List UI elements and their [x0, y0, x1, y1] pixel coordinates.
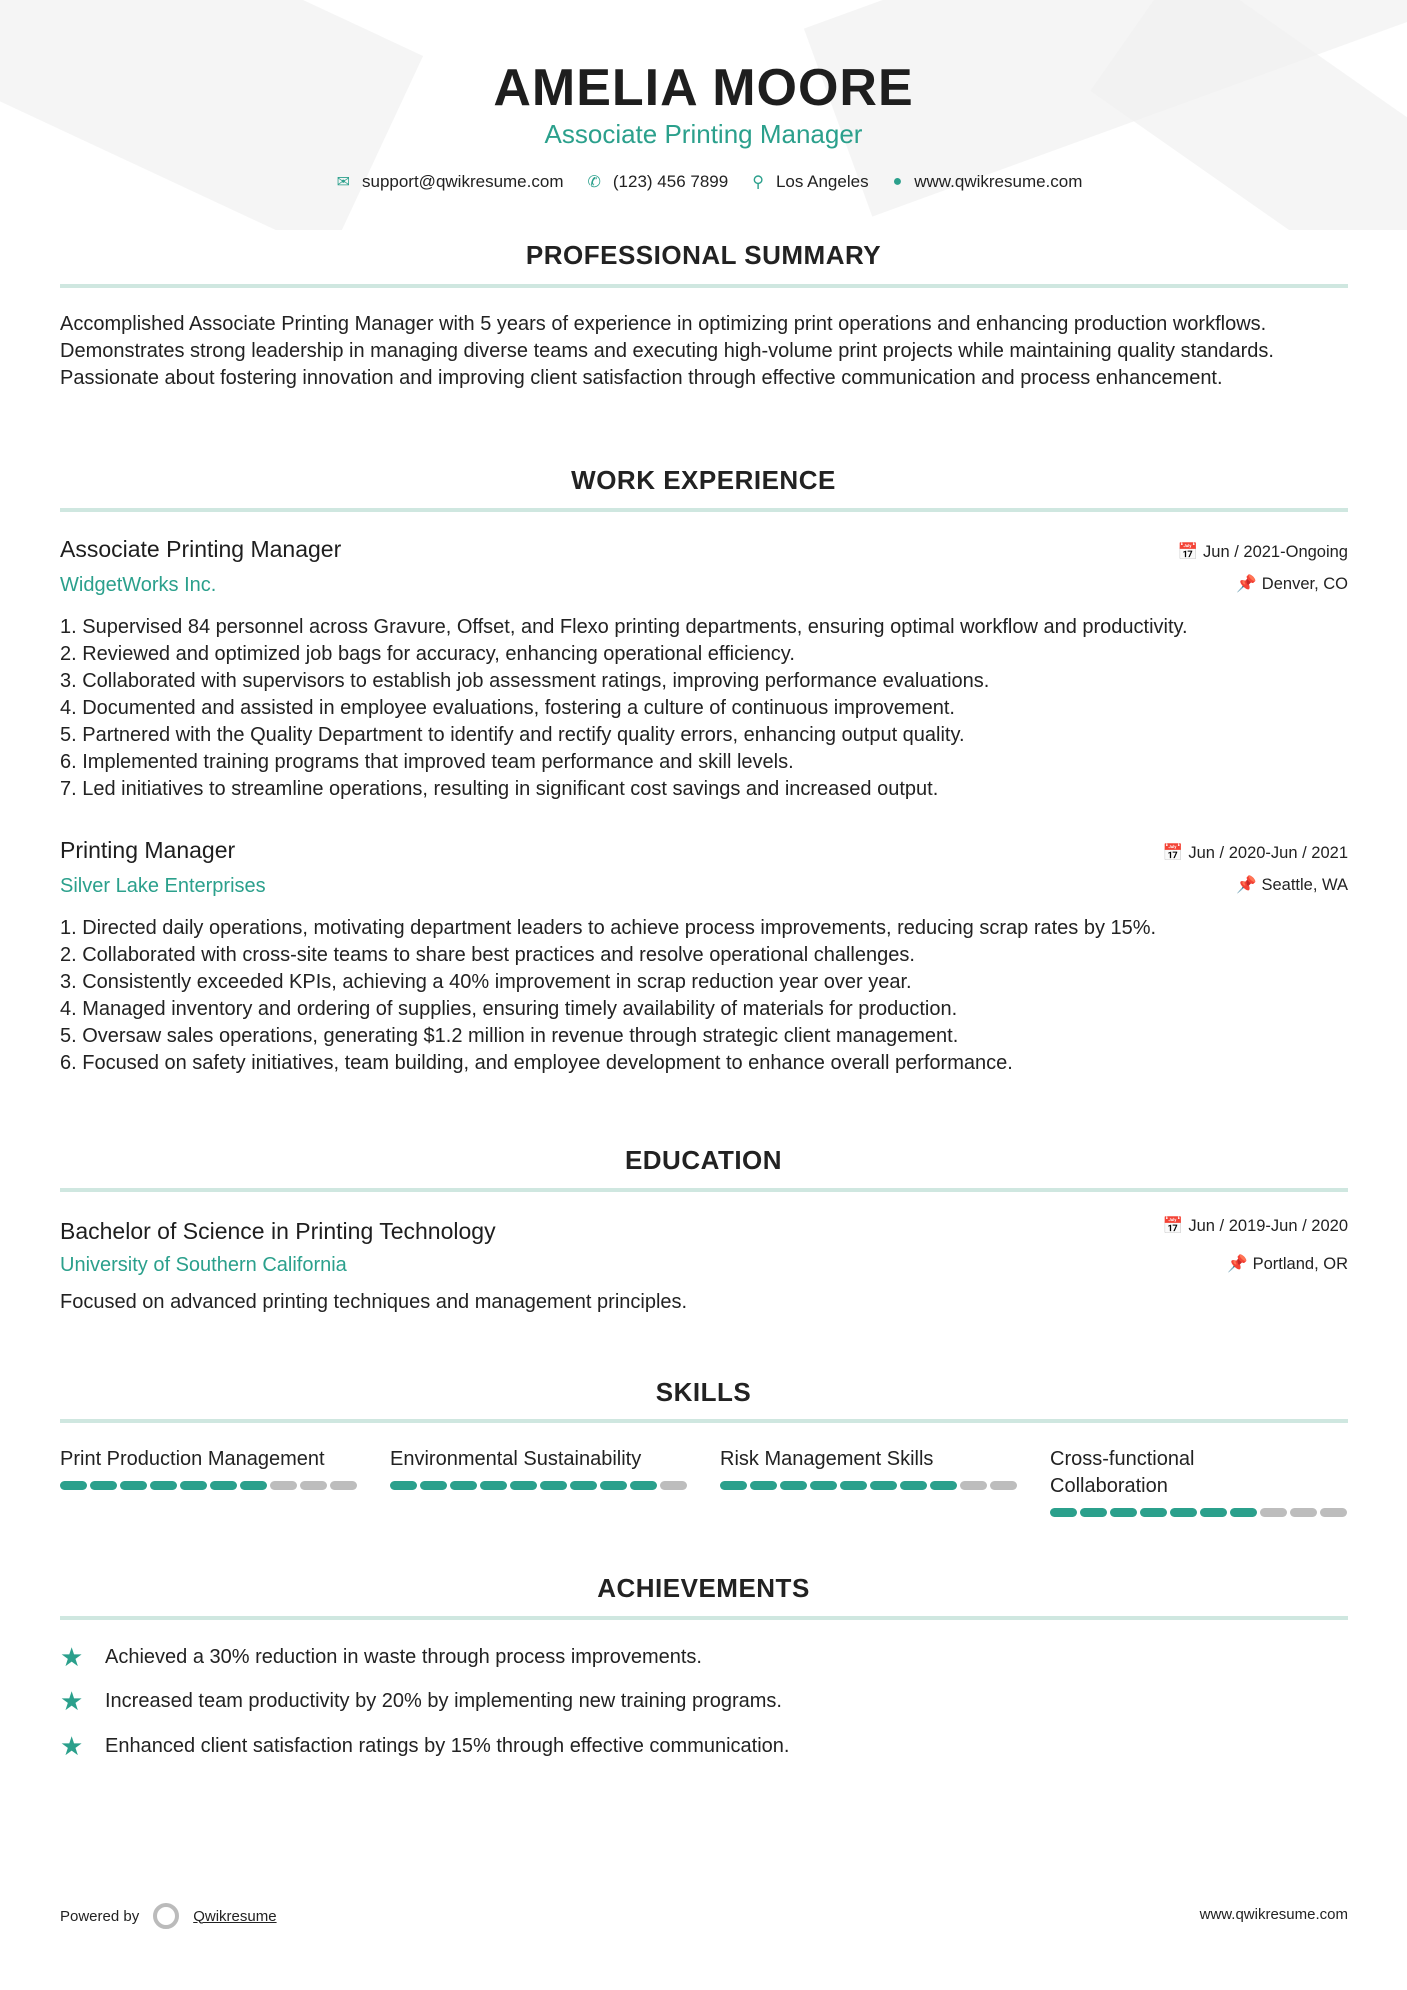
job-location — [1236, 575, 1348, 594]
job-location-text: Seattle, WA — [1261, 876, 1348, 894]
skill-segment-filled — [630, 1481, 657, 1490]
bullet: 1. Directed daily operations, motivating department leaders to achieve process improvements, reducing scrap rates by 15%. — [60, 917, 1157, 939]
skill-segment-empty — [330, 1481, 357, 1490]
achievement-item — [60, 1686, 782, 1717]
skill-item — [390, 1446, 690, 1517]
education-description: Focused on advanced printing techniques and management principles. — [60, 1291, 688, 1313]
school: University of Southern California — [60, 1254, 347, 1276]
achievement-text: Increased team productivity by 20% by implementing new training programs. — [105, 1690, 782, 1712]
divider — [60, 1188, 1348, 1192]
brand-link[interactable]: Qwikresume — [193, 1907, 277, 1925]
bullet: 1. Supervised 84 personnel across Gravure, Offset, and Flexo printing departments, ensuring optimal workflow and productivity. — [60, 616, 1188, 638]
skill-segment-filled — [870, 1481, 897, 1490]
skill-level-bar — [1050, 1508, 1350, 1517]
contact-phone: (123) 456 7899 — [612, 172, 729, 191]
skill-segment-filled — [480, 1481, 507, 1490]
pin-icon: 📌 — [1235, 876, 1257, 894]
star-icon: ★ — [60, 1642, 84, 1672]
skill-segment-filled — [420, 1481, 447, 1490]
powered-by-label: Powered by — [60, 1907, 140, 1925]
skill-segment-filled — [540, 1481, 567, 1490]
skill-segment-filled — [750, 1481, 777, 1490]
skill-segment-empty — [1290, 1508, 1317, 1517]
skill-segment-filled — [780, 1481, 807, 1490]
skill-segment-filled — [120, 1481, 147, 1490]
footer-url[interactable]: www.qwikresume.com — [1199, 1906, 1348, 1923]
job-bullets — [60, 915, 1350, 1077]
skill-segment-empty — [300, 1481, 327, 1490]
pin-icon: 📌 — [1236, 575, 1257, 593]
contact-email[interactable]: support@qwikresume.com — [361, 172, 564, 191]
section-heading-skills: SKILLS — [655, 1377, 752, 1407]
summary-text: Accomplished Associate Printing Manager with 5 years of experience in optimizing print operations and enhancing production workflows. Demonstrates strong leadership in managing diverse teams and executing high-volume print projects while maintaining quality standards. Passionate about fostering innovation and improving client satisfaction through effective communication and process enhancement. — [60, 313, 1274, 389]
skill-segment-filled — [210, 1481, 237, 1490]
skill-level-bar — [390, 1481, 690, 1490]
bullet: 6. Implemented training programs that improved team performance and skill levels. — [60, 751, 794, 773]
skill-segment-filled — [390, 1481, 417, 1490]
skill-segment-filled — [1170, 1508, 1197, 1517]
job-company: WidgetWorks Inc. — [60, 574, 217, 596]
skill-segment-filled — [1200, 1508, 1227, 1517]
pin-icon: 📌 — [1227, 1255, 1248, 1273]
skill-name: Risk Management Skills — [720, 1448, 934, 1470]
skill-segment-filled — [570, 1481, 597, 1490]
education-date-text: Jun / 2019-Jun / 2020 — [1188, 1217, 1348, 1235]
skill-segment-empty — [1260, 1508, 1287, 1517]
footer-powered — [60, 1903, 277, 1929]
bullet: 6. Focused on safety initiatives, team building, and employee development to enhance overall performance. — [60, 1052, 1013, 1074]
star-icon: ★ — [60, 1686, 84, 1716]
skill-segment-filled — [450, 1481, 477, 1490]
skill-segment-empty — [960, 1481, 987, 1490]
calendar-icon: 📅 — [1177, 543, 1199, 561]
skill-item — [720, 1446, 1020, 1517]
bullet: 4. Managed inventory and ordering of supplies, ensuring timely availability of materials for production. — [60, 998, 958, 1020]
bullet: 2. Reviewed and optimized job bags for accuracy, enhancing operational efficiency. — [60, 643, 795, 665]
calendar-icon: 📅 — [1162, 1217, 1184, 1235]
skill-item — [1050, 1446, 1350, 1517]
degree: Bachelor of Science in Printing Technology — [60, 1218, 496, 1244]
skill-segment-filled — [1110, 1508, 1137, 1517]
skill-segment-filled — [1050, 1508, 1077, 1517]
bullet: 4. Documented and assisted in employee evaluations, fostering a culture of continuous improvement. — [60, 697, 955, 719]
skill-segment-filled — [60, 1481, 87, 1490]
skills-list — [60, 1446, 1350, 1517]
globe-icon: ● — [892, 173, 903, 190]
contact-location: Los Angeles — [775, 172, 869, 191]
skill-name: Print Production Management — [60, 1448, 325, 1470]
bullet: 7. Led initiatives to streamline operations, resulting in significant cost savings and increased output. — [60, 778, 939, 800]
skill-level-bar — [720, 1481, 1020, 1490]
achievement-item — [60, 1642, 702, 1673]
job-bullets — [60, 614, 1350, 803]
skill-segment-filled — [510, 1481, 537, 1490]
skill-segment-empty — [270, 1481, 297, 1490]
education-date — [1163, 1217, 1348, 1236]
skill-segment-empty — [1320, 1508, 1347, 1517]
skill-segment-filled — [90, 1481, 117, 1490]
bullet: 5. Partnered with the Quality Department to identify and rectify quality errors, enhancing output quality. — [60, 724, 965, 746]
education-location — [1227, 1255, 1348, 1274]
job-date-text: Jun / 2020-Jun / 2021 — [1188, 844, 1348, 862]
phone-icon: ✆ — [587, 174, 601, 191]
candidate-title: Associate Printing Manager — [544, 119, 863, 149]
section-heading-summary: PROFESSIONAL SUMMARY — [525, 240, 882, 270]
calendar-icon: 📅 — [1162, 844, 1184, 862]
star-icon: ★ — [60, 1731, 84, 1761]
skill-segment-empty — [990, 1481, 1017, 1490]
divider — [60, 1616, 1348, 1620]
job-title: Associate Printing Manager — [60, 536, 342, 562]
skill-segment-empty — [660, 1481, 687, 1490]
skill-item — [60, 1446, 360, 1517]
job-date — [1163, 844, 1348, 863]
skill-name: Cross-functional Collaboration — [1050, 1448, 1195, 1497]
skill-level-bar — [60, 1481, 360, 1490]
skill-segment-filled — [810, 1481, 837, 1490]
divider — [60, 508, 1348, 512]
skill-segment-filled — [1140, 1508, 1167, 1517]
skill-segment-filled — [930, 1481, 957, 1490]
skill-segment-filled — [840, 1481, 867, 1490]
skill-segment-filled — [180, 1481, 207, 1490]
skill-segment-filled — [600, 1481, 627, 1490]
section-heading-education: EDUCATION — [624, 1145, 783, 1175]
skill-segment-filled — [150, 1481, 177, 1490]
contact-website[interactable]: www.qwikresume.com — [914, 172, 1083, 191]
job-company: Silver Lake Enterprises — [60, 875, 266, 897]
section-heading-achievements: ACHIEVEMENTS — [597, 1573, 810, 1603]
achievement-text: Achieved a 30% reduction in waste through process improvements. — [105, 1646, 702, 1668]
map-pin-icon: ⚲ — [752, 174, 764, 191]
achievement-item — [60, 1731, 789, 1762]
bullet: 2. Collaborated with cross-site teams to share best practices and resolve operational challenges. — [60, 944, 915, 966]
job-date-text: Jun / 2021-Ongoing — [1203, 543, 1348, 561]
skill-segment-filled — [720, 1481, 747, 1490]
education-location-text: Portland, OR — [1252, 1255, 1348, 1273]
skill-segment-filled — [1230, 1508, 1257, 1517]
divider — [60, 1419, 1348, 1423]
contact-bar — [0, 172, 1407, 192]
candidate-name: AMELIA MOORE — [493, 59, 914, 117]
job-title: Printing Manager — [60, 837, 236, 863]
job-date — [1178, 543, 1349, 562]
bullet: 3. Consistently exceeded KPIs, achieving a 40% improvement in scrap reduction year over year. — [60, 971, 912, 993]
skill-segment-filled — [240, 1481, 267, 1490]
achievement-text: Enhanced client satisfaction ratings by 15% through effective communication. — [105, 1735, 790, 1757]
bullet: 3. Collaborated with supervisors to establish job assessment ratings, improving performance evaluations. — [60, 670, 990, 692]
skill-segment-filled — [900, 1481, 927, 1490]
envelope-icon: ✉ — [336, 174, 350, 191]
qwikresume-logo-icon — [153, 1903, 179, 1929]
job-location — [1236, 876, 1348, 895]
job-location-text: Denver, CO — [1261, 575, 1348, 593]
bullet: 5. Oversaw sales operations, generating $1.2 million in revenue through strategic client management. — [60, 1025, 959, 1047]
divider — [60, 284, 1348, 288]
skill-name: Environmental Sustainability — [390, 1448, 642, 1470]
skill-segment-filled — [1080, 1508, 1107, 1517]
section-heading-experience: WORK EXPERIENCE — [571, 465, 836, 495]
